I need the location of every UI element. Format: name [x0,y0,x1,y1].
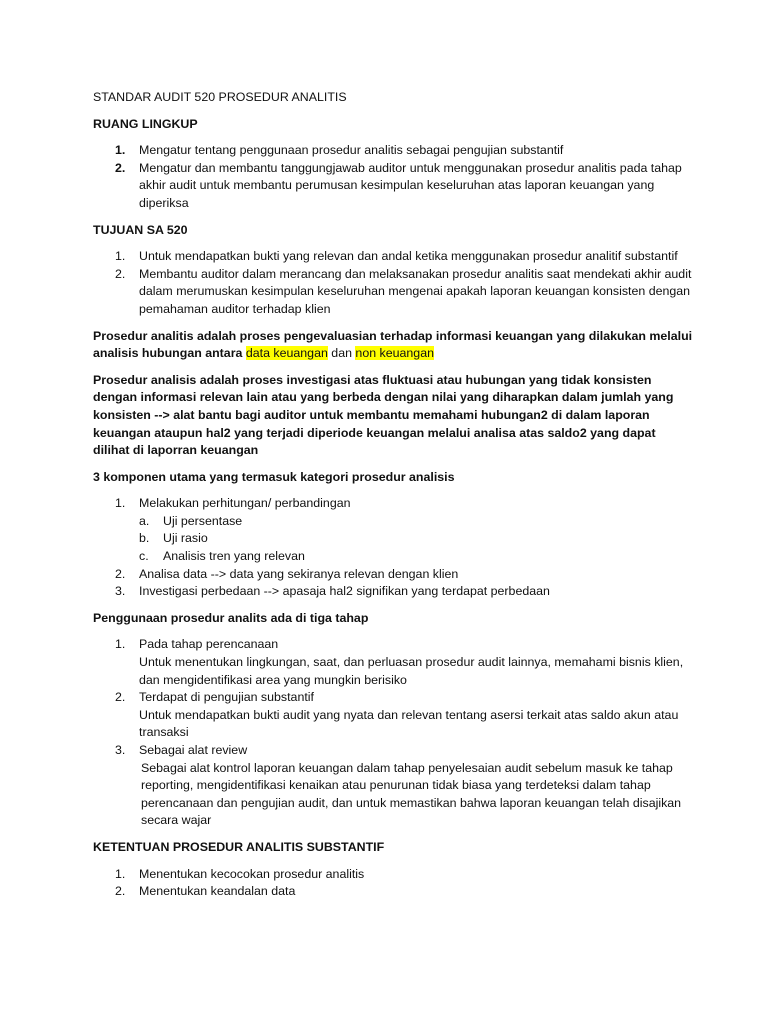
list-item: 1. Untuk mendapatkan bukti yang relevan dan andal ketika menggunakan prosedur analitif substantif [115,249,678,264]
highlight-data-keuangan: data keuangan [245,346,328,361]
document-content [93,89,693,910]
ruang-lingkup-list [93,142,693,212]
komponen-sub-list [139,513,693,566]
list-item: 3. Investigasi perbedaan --> apasaja hal2 signifikan yang terdapat perbedaan [115,584,550,599]
list-item: 2. Membantu auditor dalam merancang dan melaksanakan prosedur analitis saat mendekati akhir audit dalam merumuskan kesimpulan keseluruhan mengenai apakah laporan keuangan konsisten dengan pemahaman auditor terhadap klien [115,266,692,316]
list-item: 2. Menentukan keandalan data [115,884,296,899]
list-item: 1. Pada tahap perencanaan Untuk menentukan lingkungan, saat, dan perluasan prosedur audit lainnya, memahami bisnis klien, dan mengidentifikasi area yang mungkin berisiko [115,637,684,687]
section-heading-komponen: 3 komponen utama yang termasuk kategori prosedur analisis [93,469,455,484]
list-item: 1. Melakukan perhitungan/ perbandingan a. Uji persentase b. Uji rasio c. Analisis tren yang relevan [93,495,693,565]
definition-paragraph-2: Prosedur analisis adalah proses investigasi atas fluktuasi atau hubungan yang tidak konsisten dengan informasi relevan lain atau yang berbeda dengan nilai yang diharapkan dalam jumlah yang konsisten --> alat bantu bagi auditor untuk membantu memahami hubungan2 di dalam laporan keuangan ataupun hal2 yang terjadi diperiode keuangan melalui analisa atas saldo2 yang dapat dilihat di laporran keuangan [93,372,674,458]
tujuan-list [93,248,693,318]
list-item: 1. Menentukan kecocokan prosedur analitis [115,866,365,881]
sub-list-item: b. Uji rasio [139,531,208,546]
highlight-non-keuangan: non keuangan [355,346,434,361]
penggunaan-list [93,636,693,830]
sub-list-item: c. Analisis tren yang relevan [139,549,305,564]
document-title: STANDAR AUDIT 520 PROSEDUR ANALITIS [93,90,347,104]
section-heading-penggunaan: Penggunaan prosedur analits ada di tiga tahap [93,610,369,625]
list-item: 1. Mengatur tentang penggunaan prosedur analitis sebagai pengujian substantif [115,143,564,158]
list-item: 3. Sebagai alat review Sebagai alat kontrol laporan keuangan dalam tahap penyelesaian audit sebelum masuk ke tahap reporting, mengidentifikasi kenaikan atau penurunan tidak biasa yang terdeteksi dalam tahap perencanaan dan pengujian audit, dan untuk memastikan bahwa laporan keuangan telah disajikan secara wajar [115,743,682,828]
list-item: 2. Mengatur dan membantu tanggungjawab auditor untuk menggunakan prosedur analitis pada tahap akhir audit untuk membantu perumusan kesimpulan keseluruhan atas laporan keuangan yang diperiksa [115,160,682,210]
sub-list-item: a. Uji persentase [139,513,243,528]
section-heading-ruang-lingkup: RUANG LINGKUP [93,116,198,131]
list-item: 2. Analisa data --> data yang sekiranya relevan dengan klien [115,566,459,581]
section-heading-tujuan: TUJUAN SA 520 [93,222,188,237]
ketentuan-list [93,866,693,901]
definition-paragraph-1: Prosedur analitis adalah proses pengevaluasian terhadap informasi keuangan yang dilakukan melalui analisis hubungan antara data keuangan dan non keuangan [93,328,693,361]
list-item: 2. Terdapat di pengujian substantif Untuk mendapatkan bukti audit yang nyata dan relevan tentang asersi terkait atas saldo akun atau transaksi [115,690,679,740]
komponen-list [93,495,693,601]
section-heading-ketentuan: KETENTUAN PROSEDUR ANALITIS SUBSTANTIF [93,839,385,854]
